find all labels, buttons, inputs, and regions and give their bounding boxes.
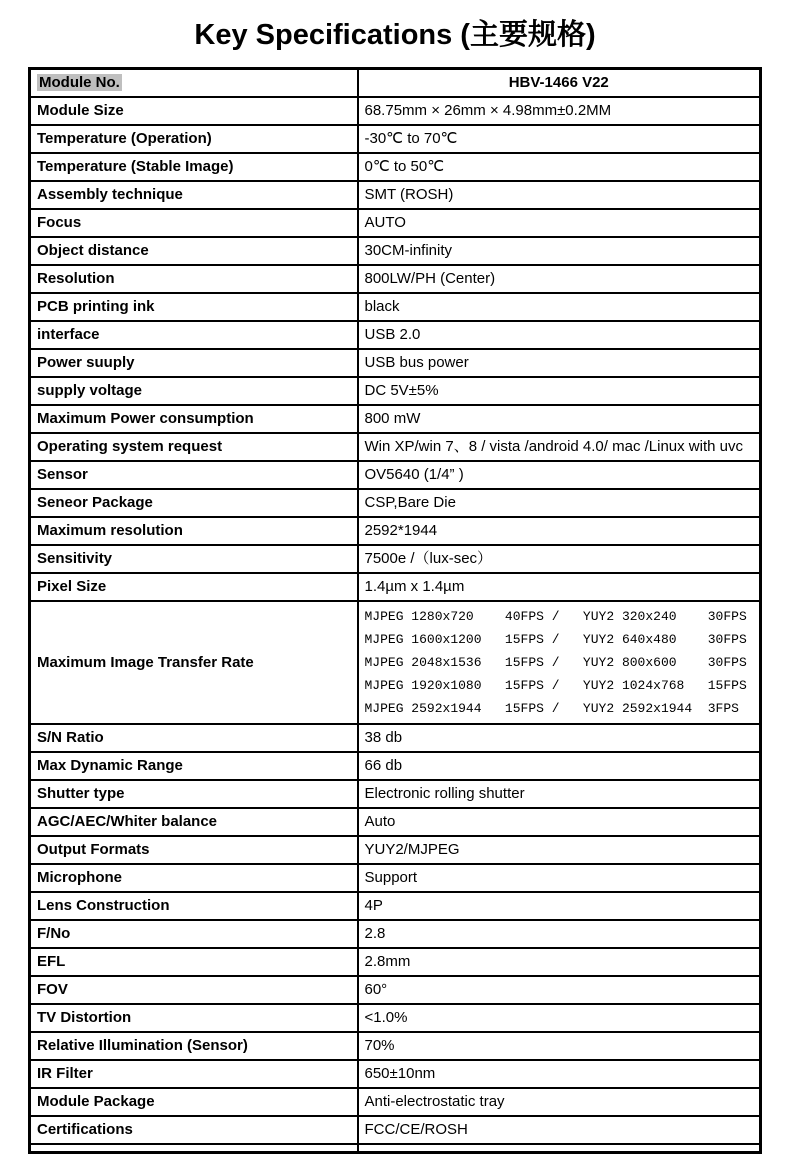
transfer-rate-line: MJPEG 2048x1536 15FPS / YUY2 800x600 30FPS: [364, 655, 747, 670]
spec-label: Module Size: [30, 97, 358, 125]
spec-label: Temperature (Stable Image): [30, 153, 358, 181]
table-row: [30, 545, 761, 573]
table-row: [30, 97, 761, 125]
spec-value: OV5640 (1/4” ): [358, 461, 761, 489]
table-row: [30, 1032, 761, 1060]
spec-value: 0℃ to 50℃: [358, 153, 761, 181]
table-row: [30, 237, 761, 265]
spec-value: 650±10nm: [358, 1060, 761, 1088]
spec-label: Pixel Size: [30, 573, 358, 601]
spec-value: 2.8mm: [358, 948, 761, 976]
spec-label: S/N Ratio: [30, 724, 358, 752]
table-row: [30, 293, 761, 321]
spec-label: EFL: [30, 948, 358, 976]
spec-value: CSP,Bare Die: [358, 489, 761, 517]
spec-label: [30, 1144, 358, 1153]
spec-value: 2.8: [358, 920, 761, 948]
spec-label: Maximum resolution: [30, 517, 358, 545]
spec-value: 4P: [358, 892, 761, 920]
spec-label: Lens Construction: [30, 892, 358, 920]
table-row: [30, 920, 761, 948]
spec-label: Maximum Power consumption: [30, 405, 358, 433]
transfer-rate-line: MJPEG 1280x720 40FPS / YUY2 320x240 30FPS: [364, 609, 747, 624]
spec-value: <1.0%: [358, 1004, 761, 1032]
table-row: [30, 752, 761, 780]
spec-label: Microphone: [30, 864, 358, 892]
spec-value: Anti-electrostatic tray: [358, 1088, 761, 1116]
spec-value: [358, 601, 761, 724]
spec-label: Sensitivity: [30, 545, 358, 573]
spec-label: Resolution: [30, 265, 358, 293]
table-row: [30, 1088, 761, 1116]
table-row: [30, 377, 761, 405]
spec-value: Support: [358, 864, 761, 892]
spec-value: YUY2/MJPEG: [358, 836, 761, 864]
spec-value: 60°: [358, 976, 761, 1004]
table-row: [30, 433, 761, 461]
transfer-rate-line: MJPEG 1600x1200 15FPS / YUY2 640x480 30FPS: [364, 632, 747, 647]
spec-label: Object distance: [30, 237, 358, 265]
spec-value: -30℃ to 70℃: [358, 125, 761, 153]
table-row: [30, 601, 761, 724]
spec-label: PCB printing ink: [30, 293, 358, 321]
table-row: [30, 864, 761, 892]
spec-label: Maximum Image Transfer Rate: [30, 601, 358, 724]
spec-value: USB bus power: [358, 349, 761, 377]
spec-value: AUTO: [358, 209, 761, 237]
table-row: [30, 69, 761, 98]
spec-label: FOV: [30, 976, 358, 1004]
spec-label: Assembly technique: [30, 181, 358, 209]
spec-label: Focus: [30, 209, 358, 237]
spec-value: 7500e /（lux-sec）: [358, 545, 761, 573]
table-row: [30, 349, 761, 377]
table-row: [30, 209, 761, 237]
spec-label: Sensor: [30, 461, 358, 489]
spec-label: Power suuply: [30, 349, 358, 377]
table-row: [30, 461, 761, 489]
spec-label: Operating system request: [30, 433, 358, 461]
spec-label: Max Dynamic Range: [30, 752, 358, 780]
table-row: [30, 836, 761, 864]
table-row: [30, 892, 761, 920]
transfer-rate-line: MJPEG 2592x1944 15FPS / YUY2 2592x1944 3FPS: [364, 701, 739, 716]
spec-value: 800 mW: [358, 405, 761, 433]
spec-label: Relative Illumination (Sensor): [30, 1032, 358, 1060]
spec-label: [30, 69, 358, 98]
spec-label: Temperature (Operation): [30, 125, 358, 153]
table-row: [30, 976, 761, 1004]
transfer-rate-line: MJPEG 1920x1080 15FPS / YUY2 1024x768 15FPS: [364, 678, 747, 693]
table-row: [30, 948, 761, 976]
spec-value: 66 db: [358, 752, 761, 780]
spec-label: AGC/AEC/Whiter balance: [30, 808, 358, 836]
spec-label: interface: [30, 321, 358, 349]
table-row: [30, 724, 761, 752]
spec-value: black: [358, 293, 761, 321]
spec-table: [28, 67, 762, 1154]
table-row: [30, 321, 761, 349]
spec-value: Auto: [358, 808, 761, 836]
spec-label: Output Formats: [30, 836, 358, 864]
table-row: [30, 1144, 761, 1153]
spec-value: 2592*1944: [358, 517, 761, 545]
spec-value: FCC/CE/ROSH: [358, 1116, 761, 1144]
page-title: Key Specifications (主要规格): [194, 19, 596, 51]
spec-label: F/No: [30, 920, 358, 948]
spec-label: Seneor Package: [30, 489, 358, 517]
table-row: [30, 153, 761, 181]
spec-value: Win XP/win 7、8 / vista /android 4.0/ mac /Linux with uvc: [358, 433, 761, 461]
spec-value: DC 5V±5%: [358, 377, 761, 405]
spec-label: IR Filter: [30, 1060, 358, 1088]
spec-label: supply voltage: [30, 377, 358, 405]
spec-label: Certifications: [30, 1116, 358, 1144]
table-row: [30, 573, 761, 601]
spec-table-body: [30, 69, 761, 1153]
spec-value: 68.75mm × 26mm × 4.98mm±0.2MM: [358, 97, 761, 125]
spec-value: 30CM-infinity: [358, 237, 761, 265]
table-row: [30, 181, 761, 209]
table-row: [30, 125, 761, 153]
spec-value: 1.4µm x 1.4µm: [358, 573, 761, 601]
spec-value: HBV-1466 V22: [358, 69, 761, 98]
table-row: [30, 405, 761, 433]
table-row: [30, 265, 761, 293]
table-row: [30, 1004, 761, 1032]
table-row: [30, 1060, 761, 1088]
spec-value: SMT (ROSH): [358, 181, 761, 209]
table-row: [30, 489, 761, 517]
spec-value: [358, 1144, 761, 1153]
highlighted-label-text: Module No.: [39, 74, 120, 91]
spec-label: Shutter type: [30, 780, 358, 808]
spec-value: 70%: [358, 1032, 761, 1060]
spec-value: 38 db: [358, 724, 761, 752]
spec-value: Electronic rolling shutter: [358, 780, 761, 808]
spec-label: TV Distortion: [30, 1004, 358, 1032]
spec-value: USB 2.0: [358, 321, 761, 349]
table-row: [30, 808, 761, 836]
spec-label: Module Package: [30, 1088, 358, 1116]
table-row: [30, 780, 761, 808]
spec-value: 800LW/PH (Center): [358, 265, 761, 293]
table-row: [30, 517, 761, 545]
